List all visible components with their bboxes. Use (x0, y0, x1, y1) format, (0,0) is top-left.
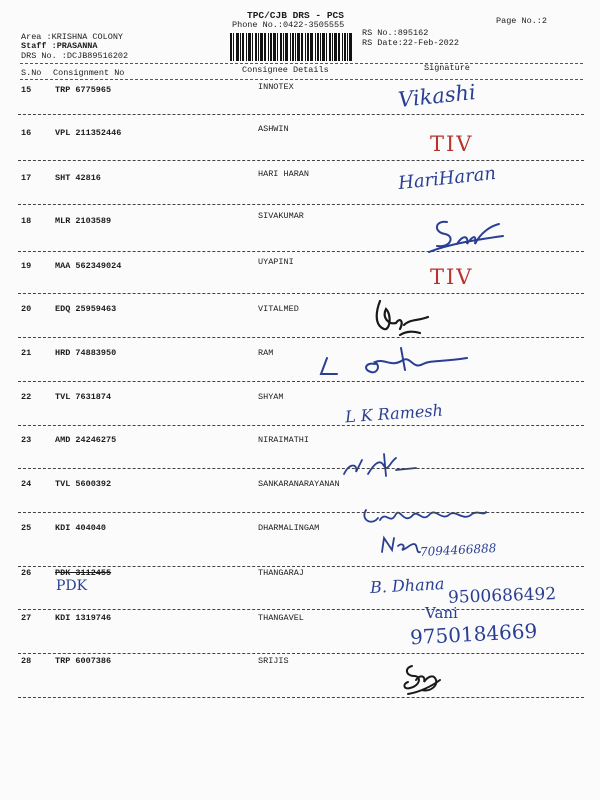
signature-tiv: TIV (430, 132, 474, 156)
col-consignee: Consignee Details (242, 65, 329, 75)
row-consignee: THANGAVEL (258, 613, 304, 623)
signature-scribble (425, 214, 505, 254)
row-consignee: VITALMED (258, 304, 299, 314)
row-consignment: PDK 3112455 (55, 568, 112, 578)
row-divider (18, 381, 584, 382)
signature-scribble (378, 532, 423, 558)
row-sno: 27 (21, 613, 32, 623)
signature-vani: Vani (425, 604, 458, 622)
signature-scribble (340, 450, 420, 480)
row-consignment: HRD 74883950 (55, 348, 117, 358)
row-divider (18, 251, 584, 252)
signature-vikashi: Vikashi (396, 80, 477, 112)
row-consignment: TVL 5600392 (55, 479, 112, 489)
row-divider (18, 468, 584, 469)
row-consignee: SANKARANARAYANAN (258, 479, 340, 489)
row-consignee: UYAPINI (258, 257, 294, 267)
area-label: Area :KRISHNA COLONY (21, 32, 124, 42)
signature-scribble (400, 658, 445, 696)
row-consignment: TRP 6007386 (55, 656, 112, 666)
row-consignment: TVL 7631874 (55, 392, 112, 402)
rs-date: RS Date:22-Feb-2022 (362, 38, 459, 48)
row-sno: 24 (21, 479, 32, 489)
rs-number: RS No.:895162 (362, 28, 429, 38)
row-sno: 16 (21, 128, 32, 138)
signature-scribble (360, 500, 490, 530)
header-bottom-rule (20, 79, 583, 80)
phone-note: 9500686492 (447, 584, 557, 608)
row-sno: 20 (21, 304, 32, 314)
row-divider (18, 337, 584, 338)
row-divider (18, 512, 584, 513)
row-consignment: TRP 6775965 (55, 85, 112, 95)
row-sno: 15 (21, 85, 32, 95)
row-consignment: AMD 24246275 (55, 435, 117, 445)
signature-scribble (370, 295, 440, 340)
row-sno: 22 (21, 392, 32, 402)
row-sno: 18 (21, 216, 32, 226)
row-consignee: SIVAKUMAR (258, 211, 304, 221)
signature-scribble (315, 340, 475, 380)
row-divider (18, 425, 584, 426)
row-consignee: HARI HARAN (258, 169, 310, 179)
row-sno: 23 (21, 435, 32, 445)
row-consignment: MLR 2103589 (55, 216, 112, 226)
row-sno: 25 (21, 523, 32, 533)
row-sno: 26 (21, 568, 32, 578)
header-top-rule (20, 63, 583, 64)
row-divider (18, 697, 584, 698)
row-consignment: EDQ 25959463 (55, 304, 117, 314)
row-consignee: NIRAIMATHI (258, 435, 310, 445)
barcode (230, 33, 352, 61)
sheet-title: TPC/CJB DRS - PCS (247, 10, 344, 21)
row-consignee: SHYAM (258, 392, 284, 402)
row-sno: 17 (21, 173, 32, 183)
signature-lkramesh: L K Ramesh (344, 400, 444, 427)
row-divider (18, 160, 584, 161)
page-number: Page No.:2 (496, 16, 548, 26)
staff-label: Staff :PRASANNA (21, 41, 98, 51)
row-divider (18, 114, 584, 115)
row-consignment: KDI 404040 (55, 523, 107, 533)
row-consignment: KDI 1319746 (55, 613, 112, 623)
phone-number: Phone No.:0422-3505555 (232, 20, 345, 30)
signature-hariharan: HariHaran (397, 162, 497, 195)
drs-number: DRS No. :DCJB89516202 (21, 51, 129, 61)
handwritten-prefix: PDK (56, 578, 88, 594)
row-sno: 19 (21, 261, 32, 271)
row-sno: 21 (21, 348, 32, 358)
col-signature: Signature (424, 63, 470, 73)
phone-note: 7094466888 (419, 541, 497, 559)
row-consignee: DHARMALINGAM (258, 523, 320, 533)
row-divider (18, 204, 584, 205)
row-consignment: VPL 211352446 (55, 128, 122, 138)
phone-note: 9750184669 (409, 618, 538, 650)
row-divider (18, 653, 584, 654)
row-consignee: INNOTEX (258, 82, 294, 92)
row-divider (18, 609, 584, 610)
signature-tiv: TIV (430, 265, 474, 289)
row-consignee: SRIJIS (258, 656, 289, 666)
row-sno: 28 (21, 656, 32, 666)
col-sno: S.No (21, 68, 42, 78)
row-consignee: ASHWIN (258, 124, 289, 134)
row-divider (18, 293, 584, 294)
row-consignee: THANGARAJ (258, 568, 304, 578)
row-consignment: MAA 562349024 (55, 261, 122, 271)
row-consignment: SHT 42816 (55, 173, 101, 183)
col-consignment: Consignment No (53, 68, 125, 78)
signature-bdhana: B. Dhana (369, 574, 445, 597)
row-divider (18, 566, 584, 567)
row-consignee: RAM (258, 348, 274, 358)
